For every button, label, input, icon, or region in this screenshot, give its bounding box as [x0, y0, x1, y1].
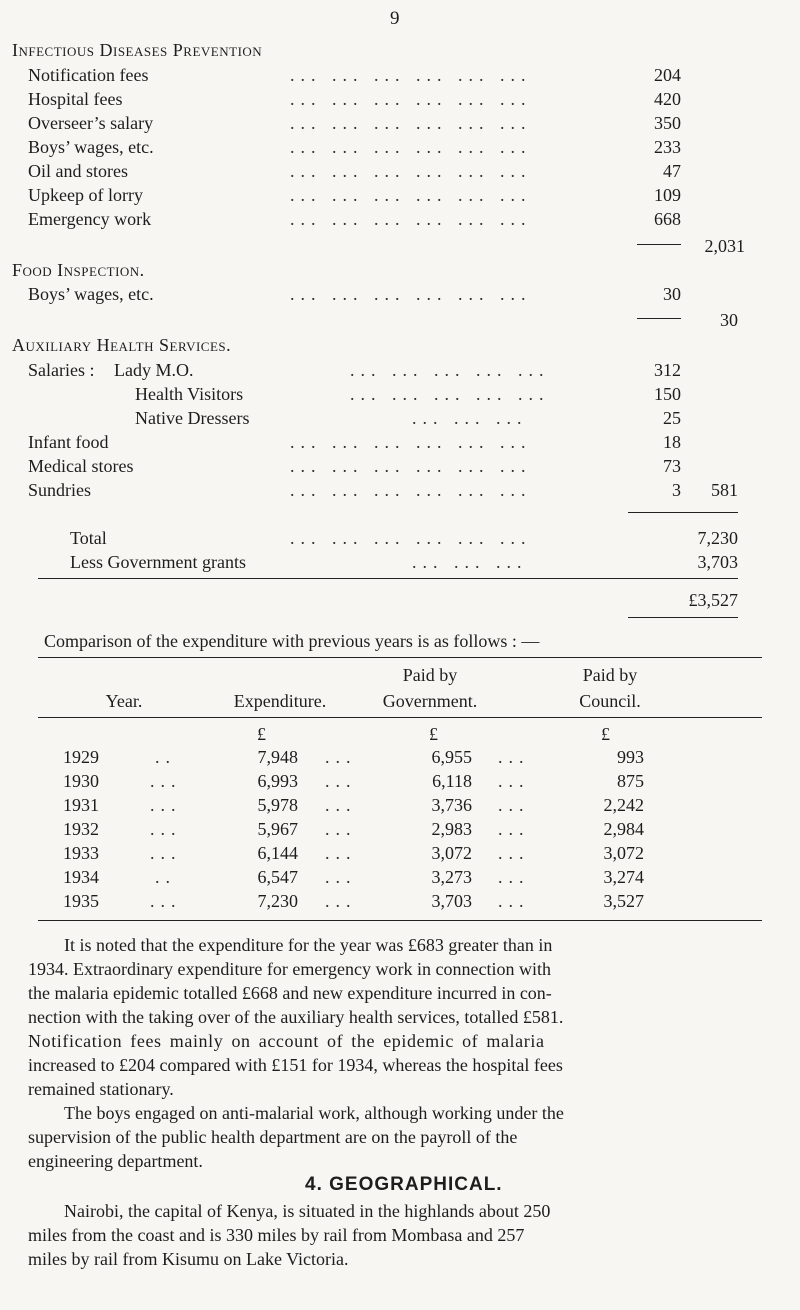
leader-dots: ... ... ... ... ... ...: [290, 89, 532, 109]
row-council: 3,072: [603, 843, 644, 863]
leader-dots: ...: [325, 891, 357, 911]
currency-government: £: [429, 724, 438, 744]
row-government: 3,703: [431, 891, 472, 911]
row-government: 3,273: [431, 867, 472, 887]
line-item-amount: 204: [654, 65, 681, 85]
row-year: 1934: [63, 867, 99, 887]
net-rule: [38, 578, 738, 579]
row-expenditure: 7,230: [257, 891, 298, 911]
leader-dots: ...: [325, 819, 357, 839]
leader-dots: ... ... ... ... ... ...: [290, 456, 532, 476]
total-label: Total: [70, 528, 107, 548]
row-council: 2,984: [603, 819, 644, 839]
leader-dots: ... ... ...: [412, 408, 528, 428]
row-expenditure: 6,144: [257, 843, 298, 863]
leader-dots: ...: [498, 891, 530, 911]
row-government: 3,736: [431, 795, 472, 815]
paragraph-line: engineering department.: [28, 1151, 203, 1171]
subtotal-idp: 2,031: [704, 236, 745, 256]
leader-dots: ... ... ... ... ...: [350, 360, 550, 380]
line-item-label: Overseer’s salary: [28, 113, 154, 133]
leader-dots: ... ... ... ... ...: [350, 384, 550, 404]
line-item-label: Infant food: [28, 432, 109, 452]
leader-dots: ... ... ...: [412, 552, 528, 572]
leader-dots: ...: [498, 771, 530, 791]
line-item-amount: 47: [663, 161, 681, 181]
paragraph-line: Notification fees mainly on account of the epidemic of malaria: [28, 1031, 545, 1051]
leader-dots: ...: [498, 819, 530, 839]
section-title-geographical: 4. GEOGRAPHICAL.: [305, 1174, 503, 1195]
total-value: 7,230: [697, 528, 738, 548]
line-item-amount: 668: [654, 209, 681, 229]
line-item-amount: 18: [663, 432, 681, 452]
line-item-amount: 73: [663, 456, 681, 476]
col-header-council-line1: Paid by: [582, 665, 638, 685]
subtotal-aux: 581: [711, 480, 738, 500]
line-item-amount: 233: [654, 137, 681, 157]
comparison-intro: Comparison of the expenditure with previous years is as follows : —: [44, 631, 540, 651]
currency-council: £: [601, 724, 610, 744]
row-council: 3,274: [603, 867, 644, 887]
col-header-gov-line1: Paid by: [402, 665, 458, 685]
row-year: 1933: [63, 843, 99, 863]
paragraph-line: miles from the coast and is 330 miles by rail from Mombasa and 257: [28, 1225, 525, 1245]
row-year: 1930: [63, 771, 99, 791]
row-year: 1931: [63, 795, 99, 815]
leader-dots: ... ... ... ... ... ...: [290, 113, 532, 133]
line-item-label: Hospital fees: [28, 89, 123, 109]
section-heading-auxiliary-health: Auxiliary Health Services.: [12, 335, 232, 355]
line-item-label: Emergency work: [28, 209, 152, 229]
line-item-amount: 312: [654, 360, 681, 380]
row-year: 1935: [63, 891, 99, 911]
row-government: 6,955: [431, 747, 472, 767]
col-header-gov-line2: Government.: [382, 691, 478, 711]
row-expenditure: 6,993: [257, 771, 298, 791]
leader-dots: ...: [150, 771, 182, 791]
section-heading-infectious-diseases: Infectious Diseases Prevention: [12, 40, 263, 60]
leader-dots: ...: [325, 771, 357, 791]
row-expenditure: 5,978: [257, 795, 298, 815]
leader-dots: ... ... ... ... ... ...: [290, 137, 532, 157]
table-header-rule: [38, 717, 762, 718]
paragraph-line: The boys engaged on anti-malarial work, although working under the: [64, 1103, 564, 1123]
paragraph-line: the malaria epidemic totalled £668 and new expenditure incurred in con-: [28, 983, 552, 1003]
leader-dots: ...: [150, 843, 182, 863]
leader-dots: ...: [325, 795, 357, 815]
line-item-label: Notification fees: [28, 65, 149, 85]
row-government: 3,072: [431, 843, 472, 863]
grants-label: Less Government grants: [70, 552, 246, 572]
line-item-label: Boys’ wages, etc.: [28, 137, 154, 157]
col-header-expenditure: Expenditure.: [233, 691, 327, 711]
paragraph-line: supervision of the public health department are on the payroll of the: [28, 1127, 518, 1147]
salaries-label: Salaries :: [28, 360, 95, 380]
row-council: 993: [617, 747, 644, 767]
row-expenditure: 5,967: [257, 819, 298, 839]
leader-dots: ...: [150, 819, 182, 839]
total-rule: [628, 512, 738, 513]
leader-dots: ... ... ... ... ... ...: [290, 209, 532, 229]
row-council: 2,242: [603, 795, 644, 815]
currency-expenditure: £: [257, 724, 266, 744]
paragraph-line: 1934. Extraordinary expenditure for emergency work in connection with: [28, 959, 552, 979]
row-year: 1932: [63, 819, 99, 839]
paragraph-line: It is noted that the expenditure for the year was £683 greater than in: [64, 935, 553, 955]
line-item-amount: 109: [654, 185, 681, 205]
paragraph-line: miles by rail from Kisumu on Lake Victoria.: [28, 1249, 349, 1269]
paragraph-line: remained stationary.: [28, 1079, 174, 1099]
page-number: 9: [390, 8, 400, 29]
leader-dots: ...: [498, 843, 530, 863]
subtotal-food: 30: [720, 310, 738, 330]
row-government: 6,118: [432, 771, 472, 791]
line-item-label: Health Visitors: [135, 384, 244, 404]
line-item-label: Boys’ wages, etc.: [28, 284, 154, 304]
leader-dots: ... ... ... ... ... ...: [290, 161, 532, 181]
leader-dots: ...: [498, 867, 530, 887]
line-item-label: Sundries: [28, 480, 91, 500]
leader-dots: ... ... ... ... ... ...: [290, 185, 532, 205]
leader-dots: ...: [498, 747, 530, 767]
leader-dots: ..: [155, 747, 176, 767]
leader-dots: ... ... ... ... ... ...: [290, 284, 532, 304]
line-item-label: Oil and stores: [28, 161, 128, 181]
row-expenditure: 7,948: [257, 747, 298, 767]
leader-dots: ...: [325, 843, 357, 863]
paragraph-line: nection with the taking over of the auxiliary health services, totalled £581.: [28, 1007, 564, 1027]
line-item-label: Medical stores: [28, 456, 134, 476]
table-top-rule: [38, 657, 762, 658]
line-item-amount: 150: [654, 384, 681, 404]
paragraph-line: Nairobi, the capital of Kenya, is situated in the highlands about 250: [64, 1201, 551, 1221]
leader-dots: ... ... ... ... ... ...: [290, 432, 532, 452]
leader-dots: ...: [325, 747, 357, 767]
line-item-amount: 30: [663, 284, 681, 304]
row-council: 875: [617, 771, 644, 791]
col-header-year: Year.: [105, 691, 143, 711]
row-council: 3,527: [603, 891, 644, 911]
line-item-amount: 25: [663, 408, 681, 428]
section-heading-food-inspection: Food Inspection.: [12, 260, 145, 280]
leader-dots: ...: [325, 867, 357, 887]
leader-dots: ... ... ... ... ... ...: [290, 480, 532, 500]
leader-dots: ... ... ... ... ... ...: [290, 528, 532, 548]
line-item-label: Upkeep of lorry: [28, 185, 143, 205]
table-bottom-rule: [38, 920, 762, 921]
leader-dots: ... ... ... ... ... ...: [290, 65, 532, 85]
row-year: 1929: [63, 747, 99, 767]
line-item-amount: 3: [672, 480, 681, 500]
leader-dots: ...: [150, 795, 182, 815]
leader-dots: ...: [150, 891, 182, 911]
row-government: 2,983: [431, 819, 472, 839]
line-item-label: Native Dressers: [135, 408, 250, 428]
line-item-amount: 420: [654, 89, 681, 109]
paragraph-line: increased to £204 compared with £151 for 1934, whereas the hospital fees: [28, 1055, 563, 1075]
grants-value: 3,703: [697, 552, 738, 572]
col-header-council-line2: Council.: [579, 691, 641, 711]
line-item-amount: 350: [654, 113, 681, 133]
net-underline: [628, 617, 738, 618]
leader-dots: ...: [498, 795, 530, 815]
leader-dots: ..: [155, 867, 176, 887]
line-item-label: Lady M.O.: [114, 360, 194, 380]
row-expenditure: 6,547: [257, 867, 298, 887]
net-value: £3,527: [688, 590, 738, 610]
